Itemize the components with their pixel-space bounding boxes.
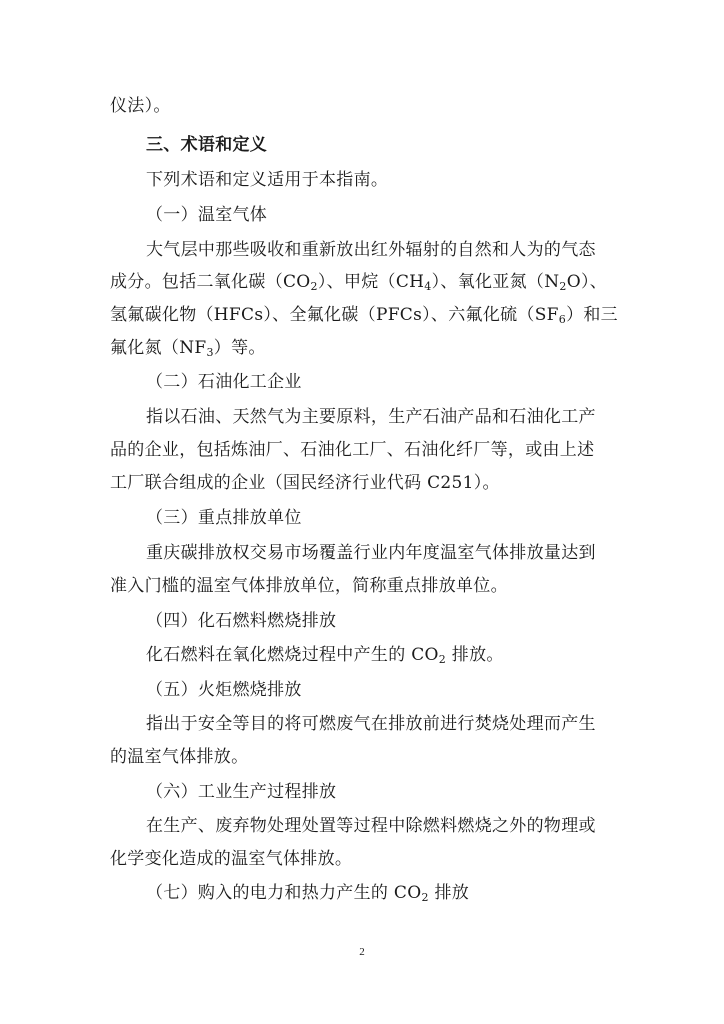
text-fragment: 成分。包括二氧化碳（CO <box>110 272 311 292</box>
text-fragment: 排放。 <box>446 645 504 665</box>
subsection-heading: （二）石油化工企业 <box>146 372 302 392</box>
subscript: 2 <box>559 280 567 293</box>
text-line-ghg-list <box>110 272 640 292</box>
text-line: 品的企业，包括炼油厂、石油化工厂、石油化纤厂等，或由上述 <box>110 440 595 460</box>
subsection-heading-purchased <box>146 883 676 903</box>
subscript: 3 <box>206 346 214 359</box>
text-line-fossil <box>146 645 676 665</box>
subsection-heading: （四）化石燃料燃烧排放 <box>146 611 337 631</box>
text-fragment: 化石燃料在氧化燃烧过程中产生的 CO <box>146 645 439 665</box>
text-line: 大气层中那些吸收和重新放出红外辐射的自然和人为的气态 <box>146 240 596 260</box>
text-fragment: ）和三 <box>566 305 618 325</box>
subsection-heading: （六）工业生产过程排放 <box>146 782 337 802</box>
text-line: 指出于安全等目的将可燃废气在排放前进行焚烧处理而产生 <box>146 714 596 734</box>
text-line-ghg-list <box>110 338 640 358</box>
text-fragment: 氢氟碳化物（HFCs）、全氟化碳（PFCs）、六氟化硫（SF <box>110 305 559 325</box>
subsection-heading: （五）火炬燃烧排放 <box>146 680 302 700</box>
text-line: 准入门槛的温室气体排放单位，简称重点排放单位。 <box>110 576 508 596</box>
text-fragment: （七）购入的电力和热力产生的 CO <box>146 883 422 903</box>
text-line: 下列术语和定义适用于本指南。 <box>146 170 389 190</box>
text-fragment: 排放 <box>428 883 470 903</box>
text-line: 的温室气体排放。 <box>110 747 249 767</box>
text-line: 指以石油、天然气为主要原料，生产石油产品和石油化工产 <box>146 407 596 427</box>
subscript: 2 <box>438 653 447 666</box>
subscript: 2 <box>421 891 429 904</box>
text-fragment: O）、 <box>566 272 608 292</box>
text-line: 化学变化造成的温室气体排放。 <box>110 849 353 869</box>
subscript: 6 <box>558 313 567 326</box>
subsection-heading: （三）重点排放单位 <box>146 508 302 528</box>
text-line: 在生产、废弃物处理处置等过程中除燃料燃烧之外的物理或 <box>146 816 596 836</box>
text-fragment: ）、甲烷（CH <box>317 272 425 292</box>
text-fragment: ）、氧化亚氮（N <box>431 272 560 292</box>
text-line: 重庆碳排放权交易市场覆盖行业内年度温室气体排放量达到 <box>146 543 596 563</box>
text-line-ghg-list <box>110 305 640 325</box>
text-fragment: ）等。 <box>213 338 266 358</box>
page-number: 2 <box>359 946 365 958</box>
subscript: 2 <box>310 280 318 293</box>
subsection-heading: （一）温室气体 <box>146 205 268 225</box>
section-heading: 三、术语和定义 <box>146 135 268 155</box>
text-line: 工厂联合组成的企业（国民经济行业代码 C251）。 <box>110 473 500 493</box>
subscript: 4 <box>424 280 432 293</box>
text-fragment: 氟化氮（NF <box>110 338 207 358</box>
text-line: 仪法）。 <box>110 96 171 116</box>
